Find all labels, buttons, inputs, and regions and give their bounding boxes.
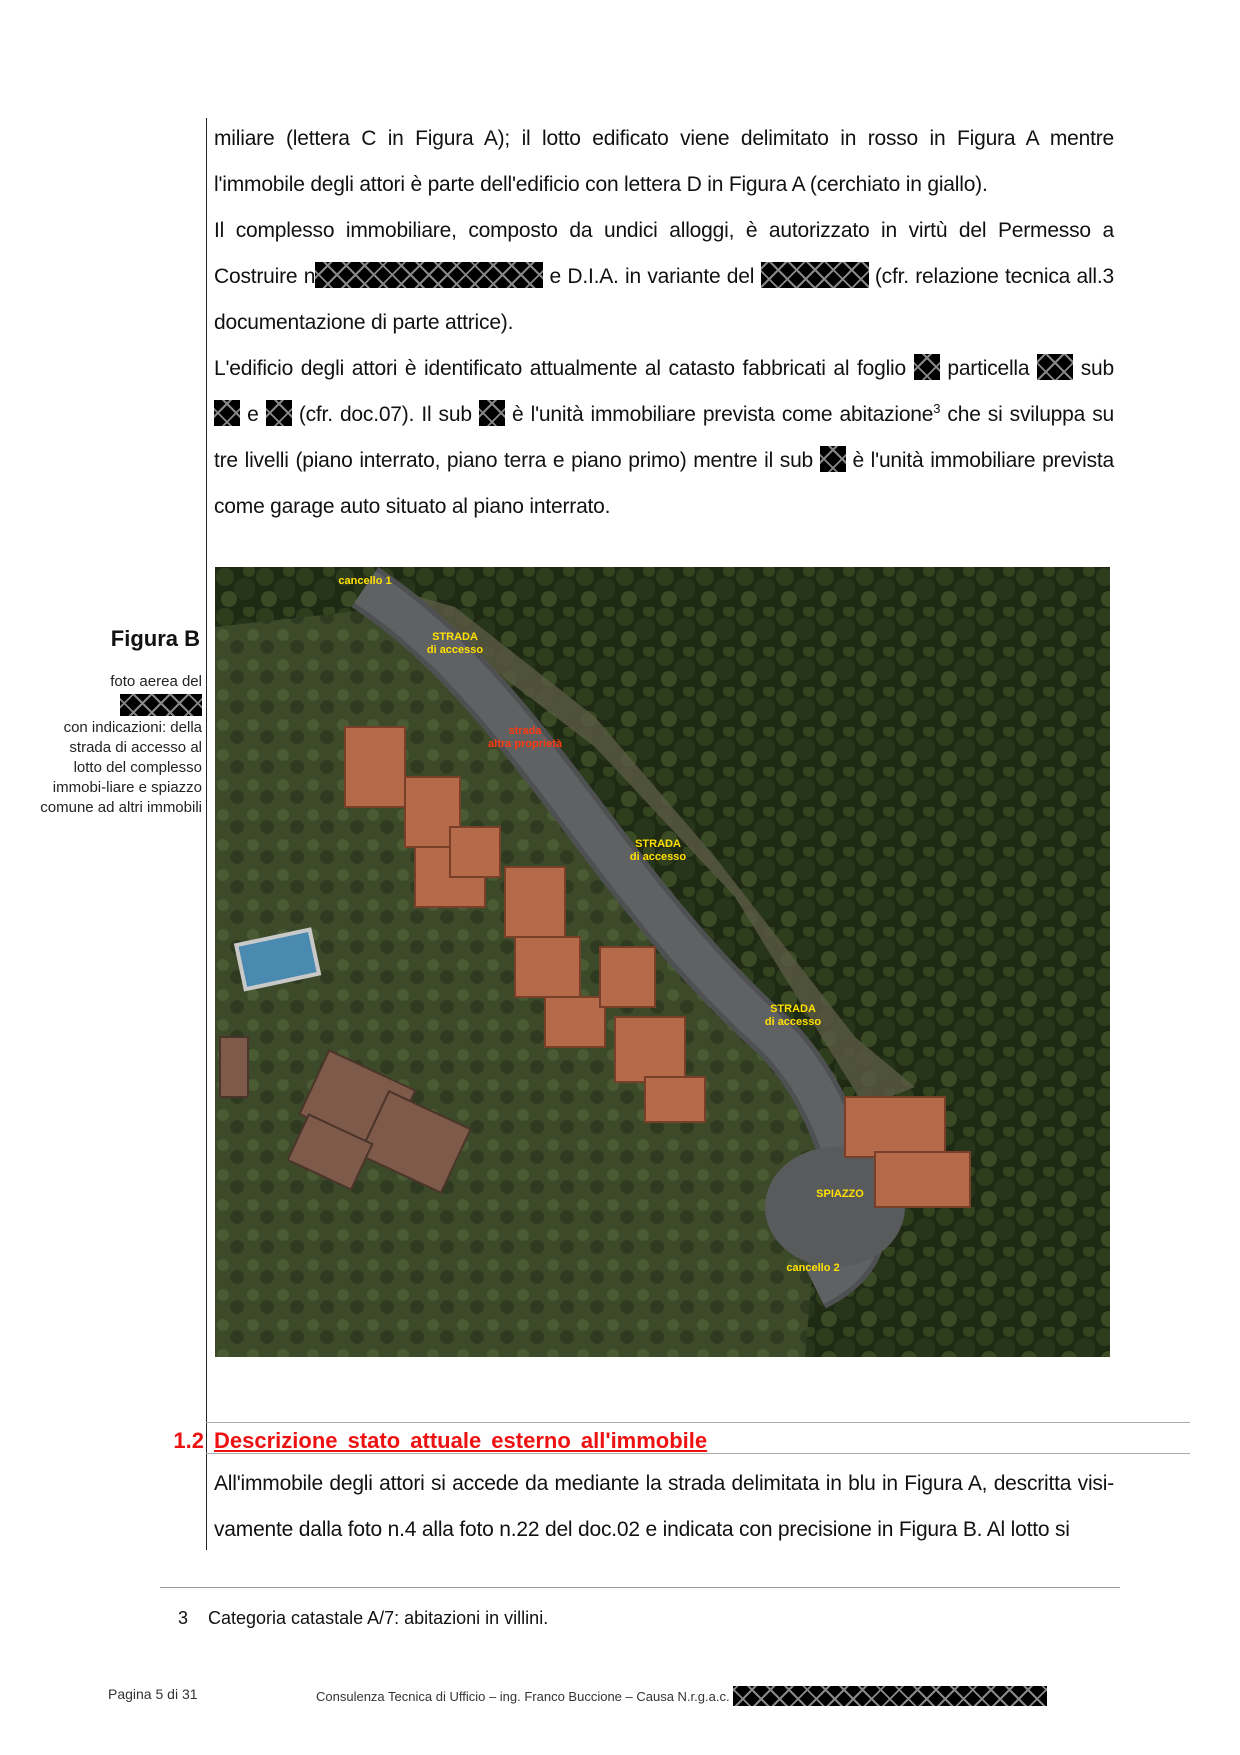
map-label-di-accesso: di accesso — [764, 1016, 822, 1028]
redaction-block — [914, 354, 940, 380]
redaction-block — [214, 400, 240, 426]
paragraph-1: miliare (lettera C in Figura A); il lotto edificato viene delimitato in rosso in Figura A mentre l'immobile degli attori è parte dell'edificio con lettera D in Figura A (cerchiato in giallo). — [214, 127, 1114, 196]
map-label-spiazzo: SPIAZZO — [816, 1188, 864, 1200]
footnote: 3 Categoria catastale A/7: abitazioni in villini. — [178, 1608, 549, 1628]
redaction-block — [315, 262, 543, 288]
section-body — [214, 1461, 1114, 1553]
map-label-di-accesso: di accesso — [426, 644, 484, 656]
map-label-altra-proprieta: altra proprietà — [488, 738, 562, 750]
section-title: Descrizione stato attuale esterno all'immobile — [214, 1428, 708, 1453]
section-paragraph: All'immobile degli attori si accede da mediante la strada delimitata in blu in Figura A, descritta visi-vamente dalla foto n.4 alla foto n.22 del doc.02 e indicata con precisione in Figura B. Al lotto si — [214, 1472, 1114, 1541]
redaction-block — [120, 694, 202, 716]
map-label-di-accesso: di accesso — [629, 851, 687, 863]
section-rule-top — [206, 1422, 1190, 1423]
redaction-block — [820, 446, 846, 472]
section-rule-bottom — [206, 1453, 1190, 1454]
section-number: 1.2 — [173, 1428, 204, 1453]
redaction-block — [733, 1686, 1047, 1706]
margin-rule — [206, 118, 207, 1550]
redaction-block — [266, 400, 292, 426]
redaction-block — [479, 400, 505, 426]
footnote-rule — [160, 1587, 1120, 1588]
paragraph-2: Il complesso immobiliare, composto da undici alloggi, è autorizzato in virtù del Permesso a Costruire n e D.I.A. in variante del (cfr. relazione tecnica all.3 documentazione di parte attrice). — [214, 219, 1114, 334]
running-head: Consulenza Tecnica di Ufficio – ing. Franco Buccione – Causa N.r.g.a.c. — [316, 1686, 1047, 1706]
map-label-strada: STRADA — [635, 838, 681, 850]
map-label-strada: STRADA — [770, 1003, 816, 1015]
redaction-block — [761, 262, 869, 288]
map-label-cancello2: cancello 2 — [786, 1262, 840, 1274]
map-label-strada-altra: strada — [508, 725, 542, 737]
body-text — [214, 116, 1114, 530]
figure-label: Figura B — [110, 626, 200, 651]
aerial-photo — [215, 567, 1110, 1357]
paragraph-3: L'edificio degli attori è identificato attualmente al catasto fabbricati al foglio particella sub e (cfr. doc.07). Il sub è l'unità immobiliare prevista come abitazione$^3$ che si sviluppa su tre livelli (piano interrato, piano terra e piano primo) mentre il sub è l'unità immobiliare prevista come garage auto situato al piano interrato. — [214, 346, 1114, 530]
footnote-ref[interactable]: 3 — [933, 401, 941, 416]
redaction-block — [1037, 354, 1073, 380]
figure-caption: foto aerea del con indicazioni: della strada di accesso al lotto del complesso immobi-liare e spiazzo comune ad altri immobili — [40, 673, 202, 816]
map-label-cancello1: cancello 1 — [338, 575, 392, 587]
page-number: Pagina 5 di 31 — [108, 1686, 198, 1702]
map-label-strada: STRADA — [432, 631, 478, 643]
